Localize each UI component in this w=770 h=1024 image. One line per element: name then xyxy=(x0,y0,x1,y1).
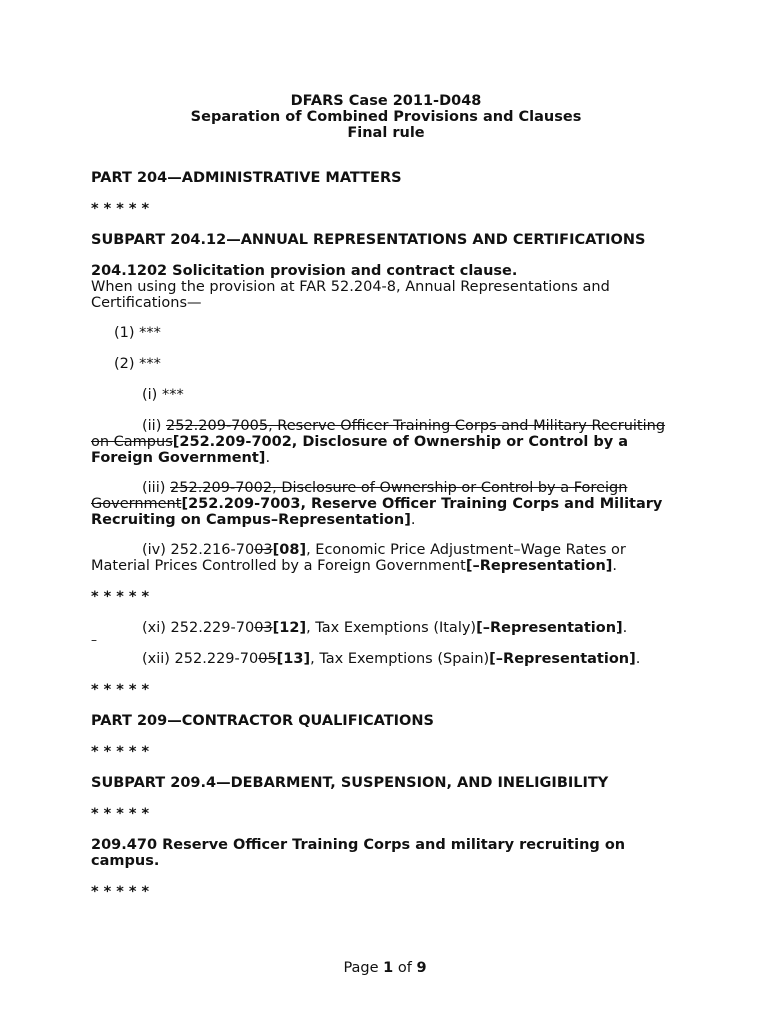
item-label: (xi) 252.229-70 xyxy=(142,620,255,636)
inserted-text-2: [–Representation] xyxy=(465,558,613,574)
section-intro: When using the provision at FAR 52.204-8, Annual Representations and Certifications— xyxy=(91,279,610,311)
period: . xyxy=(265,450,271,466)
item-label: (xii) 252.229-70 xyxy=(142,651,259,667)
asterisks-separator: * * * * * xyxy=(91,589,150,605)
document-title: Separation of Combined Provisions and Clauses xyxy=(190,109,582,125)
period: . xyxy=(622,620,628,636)
asterisks-separator: * * * * * xyxy=(91,744,150,760)
document-header xyxy=(91,93,681,141)
item-text: , Tax Exemptions (Italy) xyxy=(306,620,477,636)
stray-dash: – xyxy=(91,633,97,647)
item-text: , Tax Exemptions (Spain) xyxy=(310,651,490,667)
paragraph-ii xyxy=(91,418,681,466)
subpart-204-12-heading: SUBPART 204.12—ANNUAL REPRESENTATIONS AND CERTIFICATIONS xyxy=(91,232,646,248)
inserted-text-2: [–Representation] xyxy=(476,620,623,636)
paragraph-xi xyxy=(91,620,681,636)
deleted-text: 05 xyxy=(258,651,277,667)
deleted-text: 03 xyxy=(254,542,273,558)
asterisks-separator: * * * * * xyxy=(91,884,150,900)
period: . xyxy=(410,512,416,528)
asterisks-separator: * * * * * xyxy=(91,201,150,217)
inserted-text-2: [–Representation] xyxy=(489,651,636,667)
item-label: (ii) xyxy=(142,418,166,434)
inserted-text: [13] xyxy=(276,651,311,667)
item-label: (iii) xyxy=(142,480,171,496)
deleted-text: 03 xyxy=(254,620,273,636)
page-word: Page xyxy=(343,960,384,976)
case-number: DFARS Case 2011-D048 xyxy=(290,93,482,109)
deleted-text: 252.209-7005, Reserve Officer Training Corps and Military Recruiting on Campus xyxy=(91,418,666,450)
inserted-text: [252.209-7003, Reserve Officer Training Corps and Military Recruiting on Campus–Representation] xyxy=(91,496,663,528)
section-204-1202 xyxy=(91,263,681,311)
item-text: , Economic Price Adjustment–Wage Rates or Material Prices Controlled by a Foreign Government xyxy=(91,542,626,574)
section-209-470-heading: 209.470 Reserve Officer Training Corps and military recruiting on campus. xyxy=(91,837,626,869)
part-204-heading: PART 204—ADMINISTRATIVE MATTERS xyxy=(91,170,402,186)
item-label: (iv) 252.216-70 xyxy=(142,542,255,558)
page-footer xyxy=(0,960,770,976)
period: . xyxy=(635,651,641,667)
paragraph-2: (2) *** xyxy=(114,356,161,372)
paragraph-xii xyxy=(91,651,681,667)
period: . xyxy=(612,558,618,574)
page-of: of xyxy=(393,960,417,976)
page-number: 1 xyxy=(383,960,394,976)
paragraph-iv xyxy=(91,542,681,574)
paragraph-1: (1) *** xyxy=(114,325,161,341)
section-heading: 204.1202 Solicitation provision and contract clause. xyxy=(91,263,518,279)
inserted-text: [252.209-7002, Disclosure of Ownership or Control by a Foreign Government] xyxy=(91,434,629,466)
inserted-text: [08] xyxy=(272,542,307,558)
subpart-209-4-heading: SUBPART 209.4—DEBARMENT, SUSPENSION, AND INELIGIBILITY xyxy=(91,775,609,791)
paragraph-iii xyxy=(91,480,681,528)
page-total: 9 xyxy=(416,960,427,976)
inserted-text: [12] xyxy=(272,620,307,636)
rule-type: Final rule xyxy=(347,125,425,141)
deleted-text: 252.209-7002, Disclosure of Ownership or Control by a Foreign Government xyxy=(91,480,628,512)
asterisks-separator: * * * * * xyxy=(91,806,150,822)
asterisks-separator: * * * * * xyxy=(91,682,150,698)
part-209-heading: PART 209—CONTRACTOR QUALIFICATIONS xyxy=(91,713,434,729)
paragraph-i: (i) *** xyxy=(142,387,184,403)
